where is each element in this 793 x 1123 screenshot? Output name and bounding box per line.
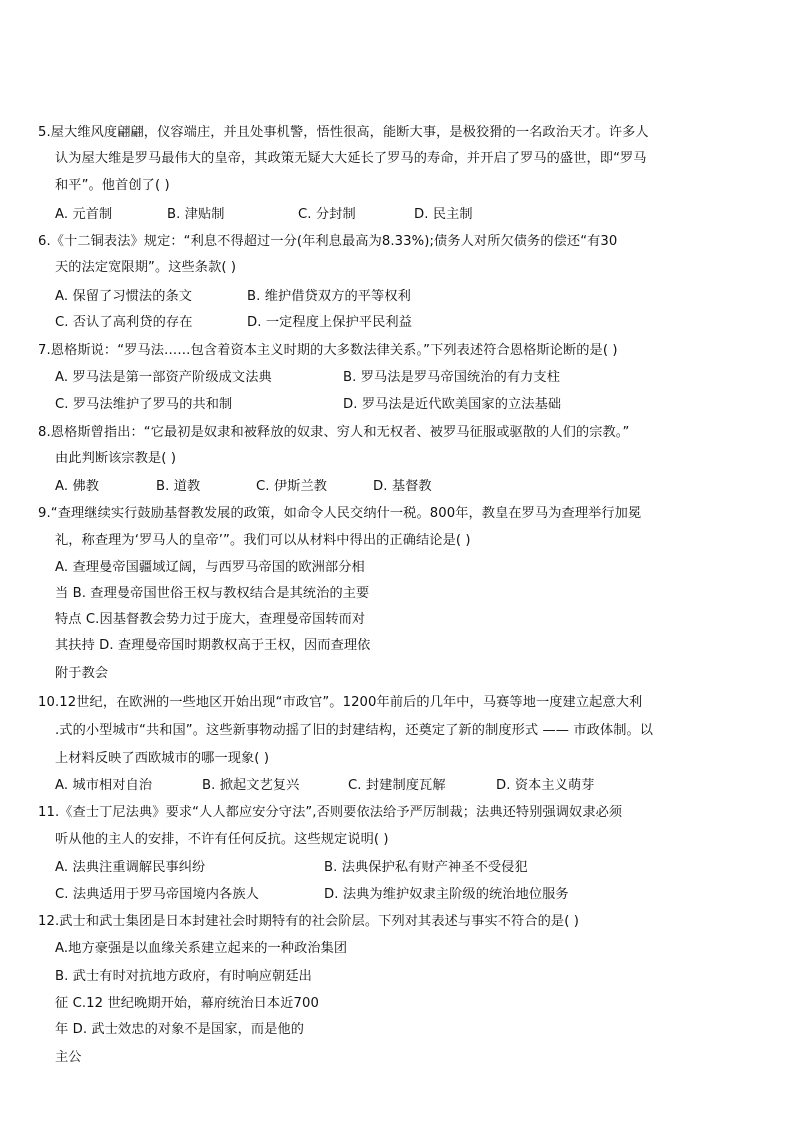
q8-line-2: 由此判断该宗教是( ) bbox=[55, 451, 177, 466]
q5-option-b: B. 津贴制 bbox=[167, 207, 225, 222]
q10-line-2: .式的小型城市“共和国”。这些新事物动摇了旧的封建结构，还奠定了新的制度形式 —— 市政体制。以 bbox=[55, 723, 654, 738]
q11-option-a: A. 法典注重调解民事纠纷 bbox=[55, 860, 206, 875]
q9-line-4: 当 B. 查理曼帝国世俗王权与教权结合是其统治的主要 bbox=[55, 586, 370, 601]
q9-line-6: 其扶持 D. 查理曼帝国时期教权高于王权，因而查理依 bbox=[55, 638, 371, 653]
q12-line-3: B. 武士有时对抗地方政府，有时响应朝廷出 bbox=[55, 969, 312, 984]
q10-option-c: C. 封建制度瓦解 bbox=[348, 778, 446, 793]
q7-option-d: D. 罗马法是近代欧美国家的立法基础 bbox=[343, 397, 562, 412]
q8-option-c: C. 伊斯兰教 bbox=[256, 479, 328, 494]
q7-line-1: 7.恩格斯说：“罗马法……包含着资本主义时期的大多数法律关系。”下列表述符合恩格斯论断的是( ) bbox=[38, 343, 618, 358]
q6-line-2: 天的法定宽限期”。这些条款( ) bbox=[55, 260, 237, 275]
q6-option-c: C. 否认了高利贷的存在 bbox=[55, 315, 193, 330]
q8-option-b: B. 道教 bbox=[156, 479, 201, 494]
q12-line-4: 征 C.12 世纪晚期开始，幕府统治日本近700 bbox=[55, 996, 319, 1011]
q12-line-5: 年 D. 武士效忠的对象不是国家，而是他的 bbox=[55, 1022, 305, 1037]
q10-line-1: 10.12世纪，在欧洲的一些地区开始出现“市政官”。1200年前后的几年中，马赛等地一度建立起意大利 bbox=[38, 695, 643, 710]
q9-line-7: 附于教会 bbox=[55, 666, 109, 681]
q5-line-3: 和平”。他首创了( ) bbox=[55, 178, 170, 193]
q9-line-1: 9.“查理继续实行鼓励基督教发展的政策，如命令人民交纳什一税。800年，教皇在罗马为查理举行加冕 bbox=[38, 506, 642, 521]
q5-line-1: 5.屋大维风度翩翩，仪容端庄，并且处事机警，悟性很高，能断大事，是极狡猾的一名政治天才。许多人 bbox=[38, 125, 649, 140]
q10-option-d: D. 资本主义萌芽 bbox=[496, 778, 595, 793]
q5-line-2: 认为屋大维是罗马最伟大的皇帝，其政策无疑大大延长了罗马的寿命，并开启了罗马的盛世，即“罗马 bbox=[55, 151, 647, 166]
q11-option-c: C. 法典适用于罗马帝国境内各族人 bbox=[55, 887, 259, 902]
q5-option-a: A. 元首制 bbox=[55, 207, 113, 222]
q7-option-b: B. 罗马法是罗马帝国统治的有力支柱 bbox=[343, 370, 561, 385]
q6-line-1: 6.《十二铜表法》规定：“利息不得超过一分(年利息最高为8.33%);债务人对所欠债务的偿还“有30 bbox=[38, 234, 618, 249]
q10-option-b: B. 掀起文艺复兴 bbox=[202, 778, 300, 793]
q11-option-b: B. 法典保护私有财产神圣不受侵犯 bbox=[324, 860, 528, 875]
q7-option-c: C. 罗马法维护了罗马的共和制 bbox=[55, 397, 233, 412]
q9-line-2: 礼，称查理为‘罗马人的皇帝’”。我们可以从材料中得出的正确结论是( ) bbox=[55, 533, 471, 548]
q5-option-c: C. 分封制 bbox=[298, 207, 356, 222]
q11-option-d: D. 法典为维护奴隶主阶级的统治地位服务 bbox=[324, 887, 569, 902]
q6-option-a: A. 保留了习惯法的条文 bbox=[55, 289, 193, 304]
q12-line-6: 主公 bbox=[55, 1050, 82, 1065]
q8-option-a: A. 佛教 bbox=[55, 479, 100, 494]
q6-option-d: D. 一定程度上保护平民利益 bbox=[247, 315, 412, 330]
q8-option-d: D. 基督教 bbox=[373, 479, 432, 494]
q12-line-1: 12.武士和武士集团是日本封建社会时期特有的社会阶层。下列对其表述与事实不符合的是( ) bbox=[38, 914, 579, 929]
q10-option-a: A. 城市相对自治 bbox=[55, 778, 153, 793]
q11-line-2: 听从他的主人的安排，不许有任何反抗。这些规定说明( ) bbox=[55, 832, 389, 847]
q6-option-b: B. 维护借贷双方的平等权利 bbox=[247, 289, 411, 304]
q9-line-3: A. 查理曼帝国疆域辽阔，与西罗马帝国的欧洲部分相 bbox=[55, 560, 365, 575]
q7-option-a: A. 罗马法是第一部资产阶级成文法典 bbox=[55, 370, 272, 385]
q12-line-2: A.地方豪强是以血缘关系建立起来的一种政治集团 bbox=[55, 941, 348, 956]
q11-line-1: 11.《查士丁尼法典》要求“人人都应安分守法”,否则要依法给予严厉制裁；法典还特别强调奴隶必须 bbox=[38, 805, 623, 820]
q9-line-5: 特点 C.因基督教会势力过于庞大，查理曼帝国转而对 bbox=[55, 612, 366, 627]
q5-option-d: D. 民主制 bbox=[414, 207, 473, 222]
q8-line-1: 8.恩格斯曾指出：“它最初是奴隶和被释放的奴隶、穷人和无权者、被罗马征服或驱散的人们的宗教。” bbox=[38, 425, 630, 440]
q10-line-3: 上材料反映了西欧城市的哪一现象( ) bbox=[55, 751, 270, 766]
